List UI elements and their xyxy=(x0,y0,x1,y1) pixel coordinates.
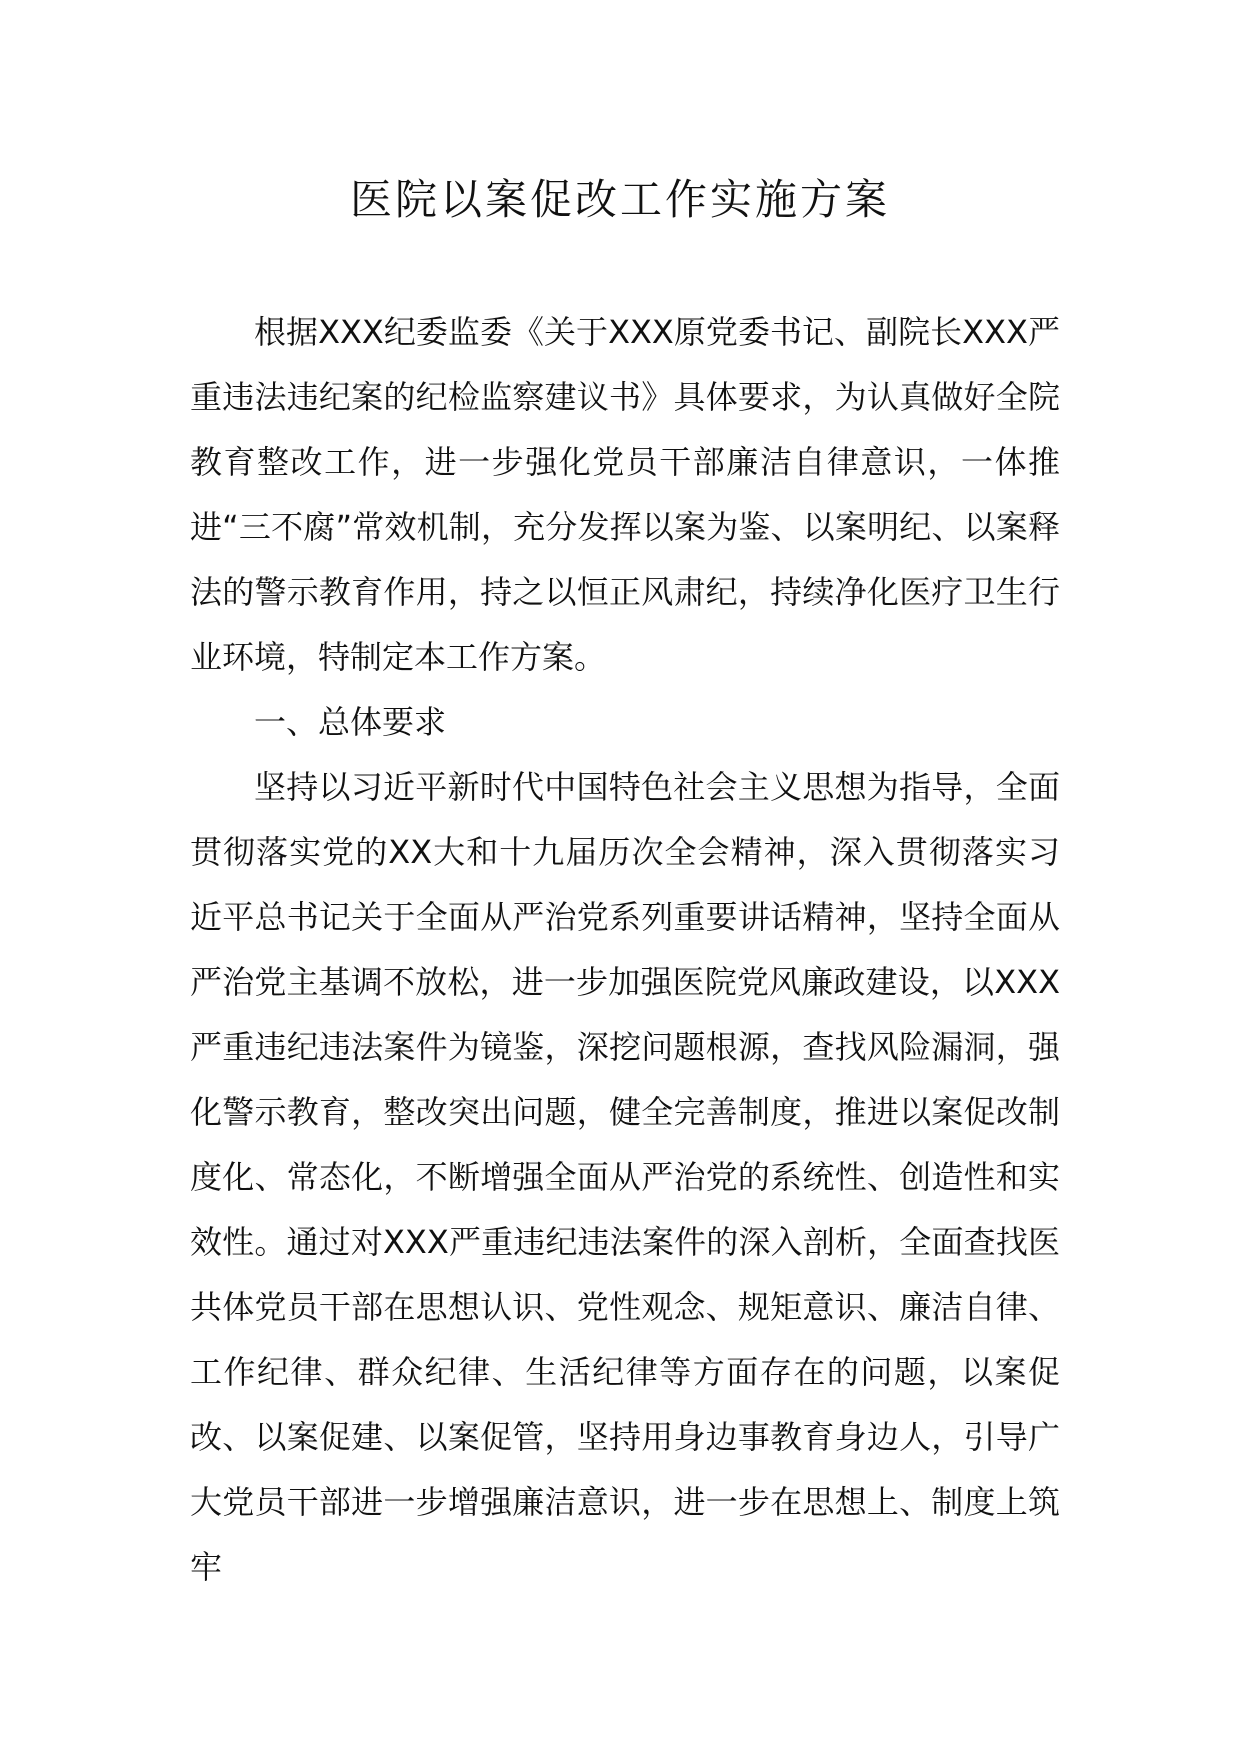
general-requirements-paragraph: 坚持以习近平新时代中国特色社会主义思想为指导，全面贯彻落实党的XX大和十九届历次全会精神，深入贯彻落实习近平总书记关于全面从严治党系列重要讲话精神，坚持全面从严治党主基调不放松，进一步加强医院党风廉政建设，以XXX严重违纪违法案件为镜鉴，深挖问题根源，查找风险漏洞，强化警示教育，整改突出问题，健全完善制度，推进以案促改制度化、常态化，不断增强全面从严治党的系统性、创造性和实效性。通过对XXX严重违纪违法案件的深入剖析，全面查找医共体党员干部在思想认识、党性观念、规矩意识、廉洁自律、工作纪律、群众纪律、生活纪律等方面存在的问题，以案促改、以案促建、以案促管，坚持用身边事教育身边人，引导广大党员干部进一步增强廉洁意识，进一步在思想上、制度上筑牢 xyxy=(190,768,1060,1586)
document-title: 医院以案促改工作实施方案 xyxy=(349,175,890,224)
document-body xyxy=(190,300,1060,1600)
section-heading-general-requirements: 一、总体要求 xyxy=(254,703,447,741)
intro-paragraph: 根据XXX纪委监委《关于XXX原党委书记、副院长XXX严重违法违纪案的纪检监察建议书》具体要求，为认真做好全院教育整改工作，进一步强化党员干部廉洁自律意识，一体推进“三不腐”常效机制，充分发挥以案为鉴、以案明纪、以案释法的警示教育作用，持之以恒正风肃纪，持续净化医疗卫生行业环境，特制定本工作方案。 xyxy=(190,313,1060,676)
